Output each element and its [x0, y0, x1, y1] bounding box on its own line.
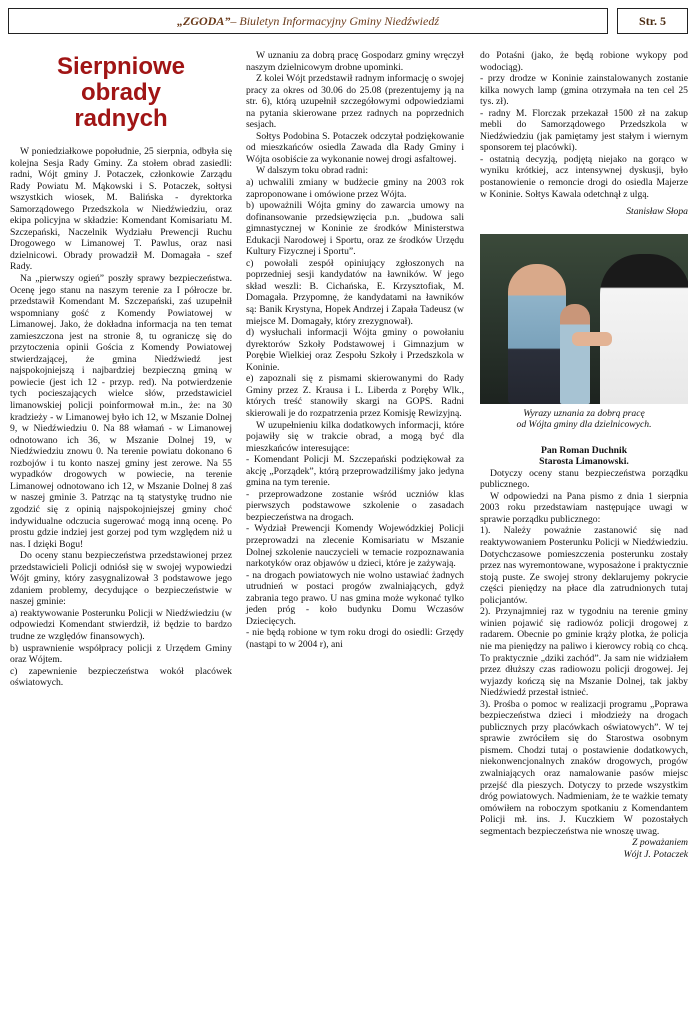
headline-line: Sierpniowe [56, 53, 186, 80]
bulletin-name: „ZGODA” [177, 13, 231, 28]
article-list-item: - Wydział Prewencji Komendy Wojewódzkiej Policji przeprowadzi na zlecenie Komisariatu w Mszanie Dolnej szkolenie nauczycieli w temacie rozpoznawania narkotyków oraz objawów u dzieci, które je zażywają. [246, 523, 464, 570]
article-list-item: - Komendant Policji M. Szczepański podziękował za akcję „Porządek”, którą przeprowadziliśmy jako jedyna gmina na tym terenie. [246, 454, 464, 489]
article-list-item: b) upoważnili Wójta gminy do zawarcia umowy na dofinansowanie przedsięwzięcia p.n. „budowa sali gimnastycznej w Koninie ze środków Ministerstwa Edukacji Narodowej i Sportu, oraz ze środków Urzędu Kultury Fizycznej i Sportu”. [246, 200, 464, 258]
letter-closing: Z poważaniem [632, 837, 688, 849]
column-3 [480, 50, 688, 860]
author-signature: Stanisław Słopa [626, 206, 688, 218]
letter-recipient [480, 445, 688, 468]
article-list-item: - na drogach powiatowych nie wolno ustawiać żadnych utrudnień w postaci progów zwalniających, gdyż zabrania tego prawo. U nas gmina może wykonać tylko jeden próg - koło budynku Domu Wczasów Dziecięcych. [246, 569, 464, 627]
article-paragraph: Do oceny stanu bezpieczeństwa przedstawionej przez przedstawicieli Policji odniósł się w swojej wypowiedzi Wójt gminy, który zasygnalizował 3 podstawowe jego zdaniem problemy, decydujące o bezpieczeństwie w naszej gminie: [10, 550, 232, 608]
article-list-item: - przeprowadzone zostanie wśród uczniów klas pierwszych podstawowe szkolenie o zasadach bezpieczeństwa na drogach. [246, 488, 464, 523]
headline-line: radnych [74, 105, 168, 132]
recipient-line: Pan Roman Duchnik [540, 444, 628, 456]
column-1 [10, 50, 232, 689]
bulletin-subtitle: – Biuletyn Informacyjny Gminy Niedźwiedź [230, 13, 439, 28]
article-list-item: d) wysłuchali informacji Wójta gminy o powołaniu dyrektorów Szkoły Podstawowej i Gimnazjum w Porębie Wielkiej oraz Zespołu Szkoły i Przedszkola w Koninie. [246, 327, 464, 373]
article-paragraph: Na „pierwszy ogień” poszły sprawy bezpieczeństwa. Ocenę jego stanu na naszym terenie za I półrocze br. przedstawił Komendant M. Szczepański, zaś uzupełnił wspomniany gość z Komendy Powiatowej w Limanowej. Jako, że dokładna informacja na ten temat zamieszczona jest na stronie 8, tu ograniczę się do przytoczenia opinii Gościa z Komendy Powiatowej stwierdzającej, że gmina Niedźwiedź jest najspokojniejszą i najbardziej bezpieczną gminą w powiecie (jest ich 12 - przyp. red). Na potwierdzenie tych pocieszających wielce słów, przedstawiciel limanowskiej policji poinformował m.in., że: na 30 kradzieży - w Limanowej było ich 12, w Mszanie Dolnej 9, w Niedźwiedziu 0. Na 88 włamań - w Limanowej odnotowano ich 36, w Mszanie Dolnej 19, w Niedźwiedziu znowu 0. Na terenie powiatu dokonano 6 rozbojów i tu konto naszej gminy jest zerowe. Na 55 wypadków drogowych w powiecie, na terenie Limanowej odnotowano ich 12, w Mszanie Dolnej 8 zaś w naszej gminie 3. Patrząc na tą statystykę trudno nie zgodzić się z opinią najspokojniejszej gminy choć indywidualne odczucia sugerować mogą inną ocenę. Po prostu gdzie indziej jest gorzej pod tym względem niż u nas. I dzięki Bogu! [10, 273, 232, 550]
column-2 [246, 50, 464, 650]
mayor-figure [600, 254, 688, 404]
article-paragraph: W uzupełnieniu kilka dodatkowych informacji, które pojawiły się w trakcie obrad, a mogą być dla mieszkańców interesujące: [246, 419, 464, 454]
article-paragraph: W poniedziałkowe popołudnie, 25 sierpnia, odbyła się kolejna Sesja Rady Gminy. Za stołem obrad zasiedli: radni, Wójt gminy J. Potaczek, członkowie Zarządu Rady Powiatu M. Mąkowski i S. Potaczek, sołtysi wszystkich wiosek, M. Balińska - dyrektorka Samorządowego Przedszkola w Niedźwiedziu, oraz ekipa policyjna w składzie: Komendant Komisariatu M. Szczepański, Naczelnik Wydziału Prewencji Ruchu Drogowego w Limanowej T. Pawlus, oraz nasi dzielnicowi. Obrady prowadził M. Domagała - szef Rady. [10, 146, 232, 273]
caption-line: Wyrazy uznania za dobrą pracę [523, 407, 645, 419]
article-paragraph: do Potaśni (jako, że będą robione wykopy pod wodociąg). [480, 50, 688, 73]
photo-caption [480, 408, 688, 431]
bulletin-title [8, 8, 608, 34]
policeman-figure [560, 304, 590, 404]
article-list-item: b) usprawnienie współpracy policji z Urzędem Gminy oraz Wójtem. [10, 642, 232, 666]
article-list-item: e) zapoznali się z pismami skierowanymi do Rady Gminy przez Z. Krausa i L. Liberda z Poręby Wlk., których treść stanowiły skargi na GOPS. Radni skierowali je do rozpatrzenia przez Komisję Rewizyjną. [246, 373, 464, 419]
article-headline [10, 54, 232, 132]
article-paragraph: Z kolei Wójt przedstawił radnym informację o swojej pracy za okres od 30.06 do 25.08 (prezentujemy ją na str. 6), którą uzupełnił szczegółowymi odpowiedziami na pytania skierowane przez radnych na poprzednich sesjach. [246, 73, 464, 131]
article-list-item: a) uchwalili zmiany w budżecie gminy na 2003 rok zaproponowane i omówione przez Wójta. [246, 177, 464, 200]
page-number: Str. 5 [617, 8, 688, 34]
article-list-item: c) zapewnienie bezpieczeństwa wokół placówek oświatowych. [10, 665, 232, 689]
letter-point: 2). Przynajmniej raz w tygodniu na terenie gminy winien pojawić się radiowóz policji drogowej z radarem. Obecnie po gminie krąży plotka, że policja nie ma pieniędzy na paliwo i kierowcy robią co chcą. To praktycznie „dziki zachód”. Ja sam nie widziałem przez dłuższy czas radiowozu policji drogowej. Jej wyjazdy kończą się na Mszanie Dolnej, tak jakby Niedźwiedź przestał istnieć. [480, 606, 688, 699]
recipient-line: Starosta Limanowski. [539, 456, 629, 468]
policeman-figure [508, 264, 566, 404]
letter-paragraph: W odpowiedzi na Pana pismo z dnia 1 sierpnia 2003 roku przedstawiam następujące uwagi w sprawie porządku publicznego: [480, 490, 688, 525]
article-list-item: - ostatnią decyzją, podjętą niejako na gorąco w wyniku krótkiej, acz intensywnej dyskusji, było postanowienie o remoncie drogi do osiedla Majerze w Koninie. Sołtys Kawala odetchnął z ulgą. [480, 153, 688, 200]
letter-paragraph: Dotyczy oceny stanu bezpieczeństwa porządku publicznego. [480, 467, 688, 491]
page-header [8, 8, 688, 36]
article-list-item: c) powołali zespół opiniujący zgłoszonych na poprzedniej sesji kandydatów na ławników. W jego skład weszli: B. Cichańska, E. Krzysztofiak, M. Domagała. Przypomnę, że kandydatami na ławników są: Banik Krystyna, Hopek Andrzej i Zapała Tadeusz (w miejsce M. Domagały, który zrezygnował). [246, 257, 464, 327]
article-paragraph: Sołtys Podobina S. Potaczek odczytał podziękowanie od mieszkańców osiedla Zawada dla Rady Gminy i Wójta osobiście za wykonanie nowej drogi asfaltowej. [246, 130, 464, 165]
handshake [572, 332, 612, 346]
article-paragraph: W dalszym toku obrad radni: [256, 165, 369, 177]
article-list-item: - przy drodze w Koninie zainstalowanych zostanie kilka nowych lamp (gmina otrzymała na ten cel 25 tys. zł). [480, 73, 688, 108]
letter-point: 3). Prośba o pomoc w realizacji programu „Poprawa bezpieczeństwa dzieci i młodzieży na drogach publicznych przy placówkach oświatowych”. W tej sprawie zwróciłem się do Starostwa osobnym pismem. Chodzi tutaj o postawienie dodatkowych, niekonwencjonalnych znaków drogowych, progów zwalniających oraz namalowanie pasów miejsc przejść dla pieszych. Dotyczy to przede wszystkim dróg powiatowych. Nadmieniam, że te ważkie tematy omówiłem na roboczym spotkaniu z Komendantem Policji mł. ins. J. Kuczkiem W pozostałych segmentach bezpieczeństwa nie wnoszę uwag. [480, 698, 688, 837]
headline-line: obrady [80, 79, 161, 106]
article-list-item: - nie będą robione w tym roku drogi do osiedli: Grzędy (nastąpi to w 2004 r), ani [246, 627, 464, 650]
letter-signer: Wójt J. Potaczek [623, 848, 688, 860]
article-list-item: - radny M. Florczak przekazał 1500 zł na zakup mebli do Samorządowego Przedszkola w Niedźwiedziu (jak pamiętamy jest stałym i wiernym sponsorem tej placówki). [480, 107, 688, 154]
letter-point: 1). Należy poważnie zastanowić się nad reaktywowaniem Posterunku Policji w Niedźwiedziu. Dotychczasowe pomieszczenia posterunku zostały przez nas wyremontowane, wyposażone i praktycznie stoją puste. Ze swojej strony deklarujemy pokrycie części pieniędzy na płace dla zatrudnionych tutaj policjantów. [480, 525, 688, 606]
article-list-item: a) reaktywowanie Posterunku Policji w Niedźwiedziu (w odpowiedzi Komendant stwierdził, iż będzie to bardzo trudne ze względów finansowych). [10, 607, 232, 642]
award-photo [480, 234, 688, 404]
article-paragraph: W uznaniu za dobrą pracę Gospodarz gminy wręczył naszym dzielnicowym drobne upominki. [246, 50, 464, 73]
caption-line: od Wójta gminy dla dzielnicowych. [516, 419, 652, 431]
